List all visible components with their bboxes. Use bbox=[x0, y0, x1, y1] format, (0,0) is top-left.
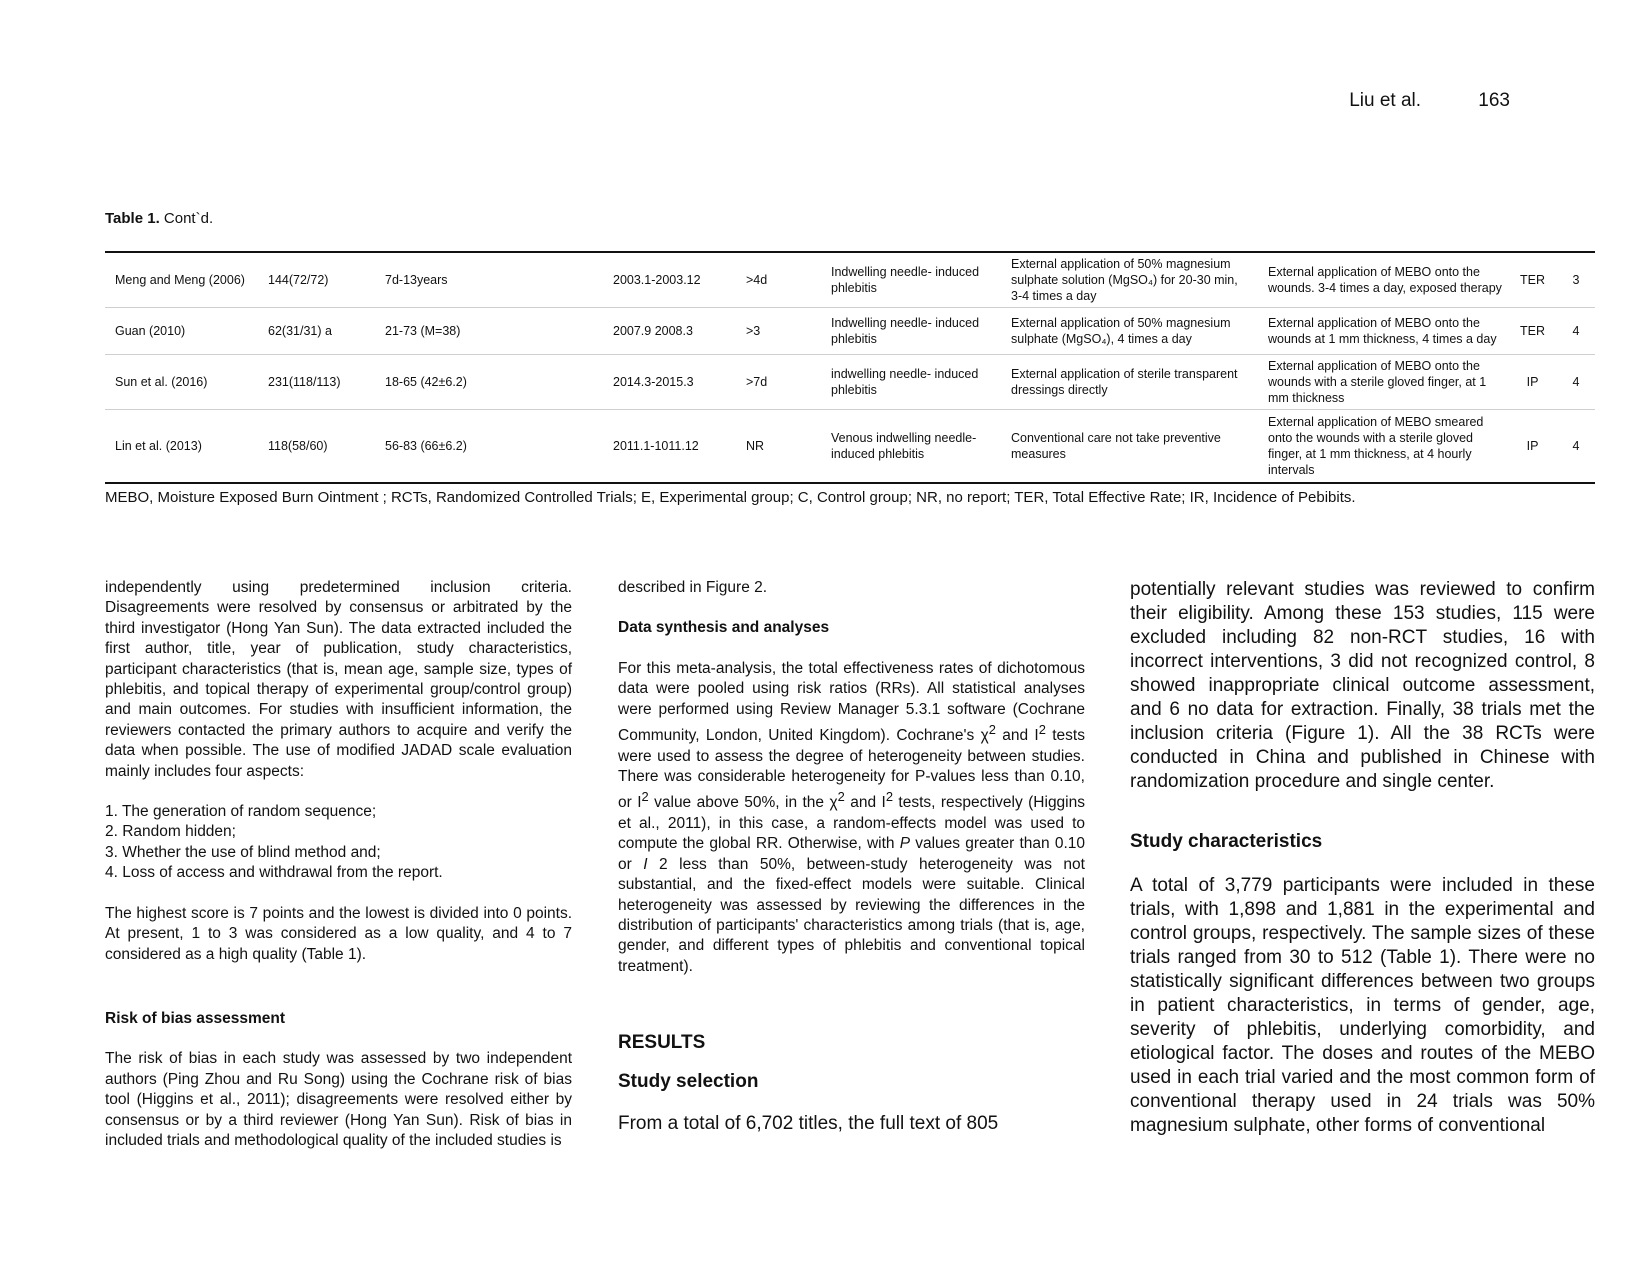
table-cell-score: 4 bbox=[1572, 438, 1580, 453]
table-cell-sample: 144(72/72) bbox=[258, 252, 375, 308]
list-item: 2. Random hidden; bbox=[105, 823, 236, 841]
table-cell-experimental: External application of MEBO onto the wounds with a sterile gloved finger, at 1 mm thickness bbox=[1258, 355, 1508, 410]
heading-risk-of-bias: Risk of bias assessment bbox=[105, 1009, 286, 1027]
list-item: 4. Loss of access and withdrawal from the report. bbox=[105, 864, 443, 882]
table-cell-period: 2014.3-2015.3 bbox=[603, 355, 736, 410]
table-cell-experimental: External application of MEBO onto the wounds. 3-4 times a day, exposed therapy bbox=[1258, 252, 1508, 308]
table-cell-age: 21-73 (M=38) bbox=[375, 308, 603, 355]
table-cell-duration: NR bbox=[746, 438, 765, 453]
table-row bbox=[105, 308, 1595, 355]
column1-paragraph-1: independently using predetermined inclusion criteria. Disagreements were resolved by consensus or arbitrated by the third investigator (Hong Yan Sun). The data extracted included the first author, title, year of publication, study characteristics, participant characteristics (that is, mean age, sample size, types of phlebitis, and topical therapy of experimental group/control group) and main outcomes. For studies with insufficient information, the reviewers contacted the primary authors to acquire and verify the data when possible. The use of modified JADAD scale evaluation mainly includes four aspects: bbox=[105, 579, 572, 780]
table-cell-outcome: IP bbox=[1508, 355, 1553, 410]
table-cell-score: 4 bbox=[1553, 308, 1595, 355]
table-row bbox=[105, 410, 1595, 484]
column2-paragraph-1: described in Figure 2. bbox=[618, 579, 768, 596]
table-cell-study: Meng and Meng (2006) bbox=[105, 252, 258, 308]
table-cell-duration: >4d bbox=[736, 252, 821, 308]
table-caption-text: Cont`d. bbox=[159, 210, 214, 227]
text-column-1 bbox=[105, 578, 572, 1151]
table-cell-phlebitis-type: Venous indwelling needle-induced phlebitis bbox=[831, 430, 977, 461]
table-row bbox=[105, 355, 1595, 410]
jadad-aspects-list bbox=[105, 802, 572, 884]
list-item: 3. Whether the use of blind method and; bbox=[105, 843, 381, 861]
heading-study-selection: Study selection bbox=[618, 1070, 759, 1092]
table-cell-outcome: TER bbox=[1508, 252, 1553, 308]
table-cell-score: 3 bbox=[1553, 252, 1595, 308]
running-head bbox=[1349, 90, 1510, 112]
table-cell-sample: 118(58/60) bbox=[268, 438, 328, 453]
table-cell-control: External application of 50% magnesium sulphate (MgSO₄), 4 times a day bbox=[1001, 308, 1258, 355]
table-footnote: MEBO, Moisture Exposed Burn Ointment ; RCTs, Randomized Controlled Trials; E, Experimental group; C, Control group; NR, no report; TER, Total Effective Rate; IR, Incidence of Pebibits. bbox=[105, 489, 1356, 506]
table-cell-phlebitis-type: Indwelling needle- induced phlebitis bbox=[821, 252, 1001, 308]
page-number: 163 bbox=[1478, 90, 1510, 111]
table-cell-study: Lin et al. (2013) bbox=[115, 438, 202, 453]
heading-data-synthesis: Data synthesis and analyses bbox=[618, 619, 830, 637]
heading-study-characteristics: Study characteristics bbox=[1130, 831, 1323, 852]
table-row bbox=[105, 252, 1595, 308]
heading-results: RESULTS bbox=[618, 1032, 706, 1054]
table-cell-control: External application of sterile transparent dressings directly bbox=[1001, 355, 1258, 410]
table-cell-control: Conventional care not take preventive measures bbox=[1011, 430, 1221, 461]
table-cell-age: 18-65 (42±6.2) bbox=[375, 355, 603, 410]
table-caption bbox=[105, 210, 213, 227]
text-column-3 bbox=[1130, 578, 1595, 1138]
table-cell-control: External application of 50% magnesium sulphate solution (MgSO₄) for 20-30 min, 3-4 times a day bbox=[1001, 252, 1258, 308]
table-cell-phlebitis-type: indwelling needle- induced phlebitis bbox=[821, 355, 1001, 410]
text-column-2 bbox=[618, 578, 1085, 1136]
table-cell-age: 7d-13years bbox=[375, 252, 603, 308]
table-cell-sample: 62(31/31) a bbox=[258, 308, 375, 355]
table-cell-duration: >3 bbox=[736, 308, 821, 355]
column1-paragraph-2: The highest score is 7 points and the lowest is divided into 0 points. At present, 1 to 3 was considered as a low quality, and 4 to 7 considered as a high quality (Table 1). bbox=[105, 904, 572, 963]
running-head-author: Liu et al. bbox=[1349, 90, 1422, 111]
study-table-body bbox=[105, 252, 1595, 483]
table-cell-score: 4 bbox=[1553, 355, 1595, 410]
table-cell-experimental: External application of MEBO smeared onto the wounds with a sterile gloved finger, at 1 mm thickness, at 4 hourly intervals bbox=[1268, 414, 1484, 478]
column2-paragraph-3: From a total of 6,702 titles, the full text of 805 bbox=[618, 1113, 999, 1135]
table-cell-outcome: TER bbox=[1508, 308, 1553, 355]
table-cell-study: Sun et al. (2016) bbox=[105, 355, 258, 410]
study-table-grid bbox=[105, 251, 1595, 484]
list-item: 1. The generation of random sequence; bbox=[105, 803, 377, 821]
table-cell-outcome: IP bbox=[1526, 438, 1539, 453]
table-cell-sample: 231(118/113) bbox=[258, 355, 375, 410]
study-table bbox=[105, 251, 1595, 484]
column1-paragraph-3: The risk of bias in each study was assessed by two independent authors (Ping Zhou and Ru Song) using the Cochrane risk of bias tool (Higgins et al., 2011); disagreements were resolved either by consensus or by a third reviewer (Hong Yan Sun). Risk of bias in included trials and methodological quality of the included studies is bbox=[105, 1050, 572, 1149]
column2-paragraph-2: For this meta-analysis, the total effectiveness rates of dichotomous data were pooled using risk ratios (RRs). All statistical analyses were performed using Review Manager 5.3.1 software (Cochrane Community, London, United Kingdom). Cochrane's $\chi^2$ and $I^2$ tests were used to assess the degree of heterogeneity between studies. There was considerable heterogeneity for P-values less than 0.10, or $I^2$ value above 50%, in the $\chi^2$ and $I^2$ tests, respectively (Higgins et al., 2011), in this case, a random-effects model was used to compute the global RR. Otherwise, with P values greater than 0.10 or I 2 less than 50%, between-study heterogeneity was not substantial, and the fixed-effect models were suitable. Clinical heterogeneity was assessed by reviewing the differences in the distribution of participants' characteristics among trials (that is, age, gender, and different types of phlebitis and conventional topical treatment). bbox=[618, 659, 1085, 975]
table-cell-phlebitis-type: Indwelling needle- induced phlebitis bbox=[821, 308, 1001, 355]
column3-paragraph-1: potentially relevant studies was reviewed to confirm their eligibility. Among these 153 studies, 115 were excluded including 82 non-RCT studies, 16 with incorrect interventions, 3 did not recognized control, 8 showed inappropriate clinical outcome assessment, and 6 no data for extraction. Finally, 38 trials met the inclusion criteria (Figure 1). All the 38 RCTs were conducted in China and published in Chinese with randomization procedure and single center. bbox=[1130, 579, 1595, 792]
table-cell-experimental: External application of MEBO onto the wounds at 1 mm thickness, 4 times a day bbox=[1258, 308, 1508, 355]
table-cell-period: 2007.9 2008.3 bbox=[603, 308, 736, 355]
table-cell-period: 2003.1-2003.12 bbox=[603, 252, 736, 308]
table-cell-age: 56-83 (66±6.2) bbox=[385, 438, 467, 453]
table-cell-duration: >7d bbox=[736, 355, 821, 410]
table-caption-label: Table 1. bbox=[105, 210, 160, 227]
table-cell-study: Guan (2010) bbox=[105, 308, 258, 355]
table-cell-period: 2011.1-1011.12 bbox=[613, 438, 699, 453]
column3-paragraph-2: A total of 3,779 participants were included in these trials, with 1,898 and 1,881 in the experimental and control groups, respectively. The sample sizes of these trials ranged from 30 to 512 (Table 1). There were no statistically significant differences between two groups in patient characteristics, in terms of gender, age, severity of phlebitis, underlying comorbidity, and etiological factor. The doses and routes of the MEBO used in each trial varied and the most common form of conventional therapy used in 24 trials was 50% magnesium sulphate, other forms of conventional bbox=[1130, 875, 1595, 1136]
